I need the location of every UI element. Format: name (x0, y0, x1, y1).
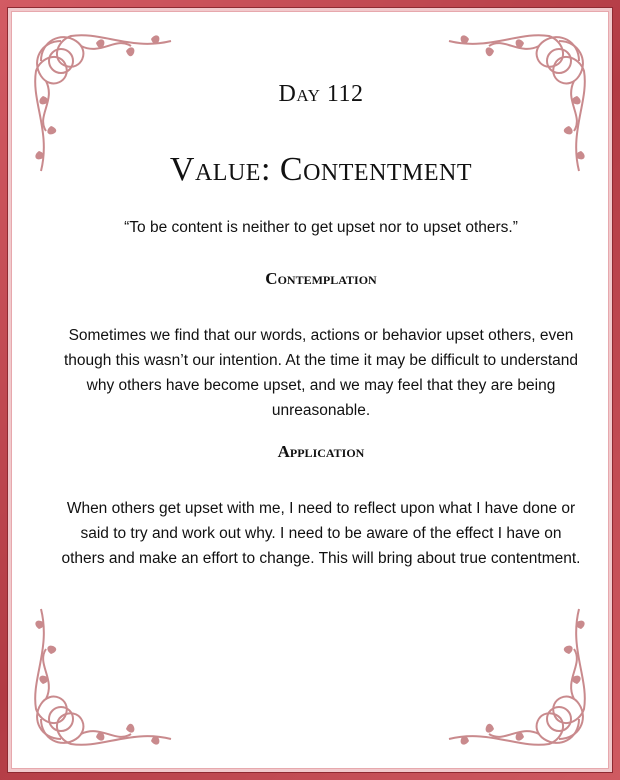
section-body-application: When others get upset with me, I need to reflect upon what I have done or said to try and work out why. I need to be aware of the effect I have on others and make an effort to change. This will bring about true contentment. (61, 500, 581, 567)
quote: “To be content is neither to get upset nor to upset others.” (124, 219, 518, 236)
page-title: Value: Contentment (169, 151, 473, 188)
section-heading-contemplation: Contemplation (265, 269, 377, 288)
day-heading: Day 112 (278, 81, 364, 107)
celtic-knot-ornament-icon (429, 589, 599, 759)
section-heading-application: Application (277, 442, 365, 461)
celtic-knot-ornament-icon (21, 589, 191, 759)
corner-ornament-bottom-right (429, 589, 599, 759)
page-card (8, 8, 612, 772)
section-body-contemplation: Sometimes we find that our words, actions or behavior upset others, even though this wasn’t our intention. At the time it may be difficult to understand why others have become upset, and we may feel that they are being unreasonable. (63, 327, 579, 419)
corner-ornament-bottom-left (21, 589, 191, 759)
